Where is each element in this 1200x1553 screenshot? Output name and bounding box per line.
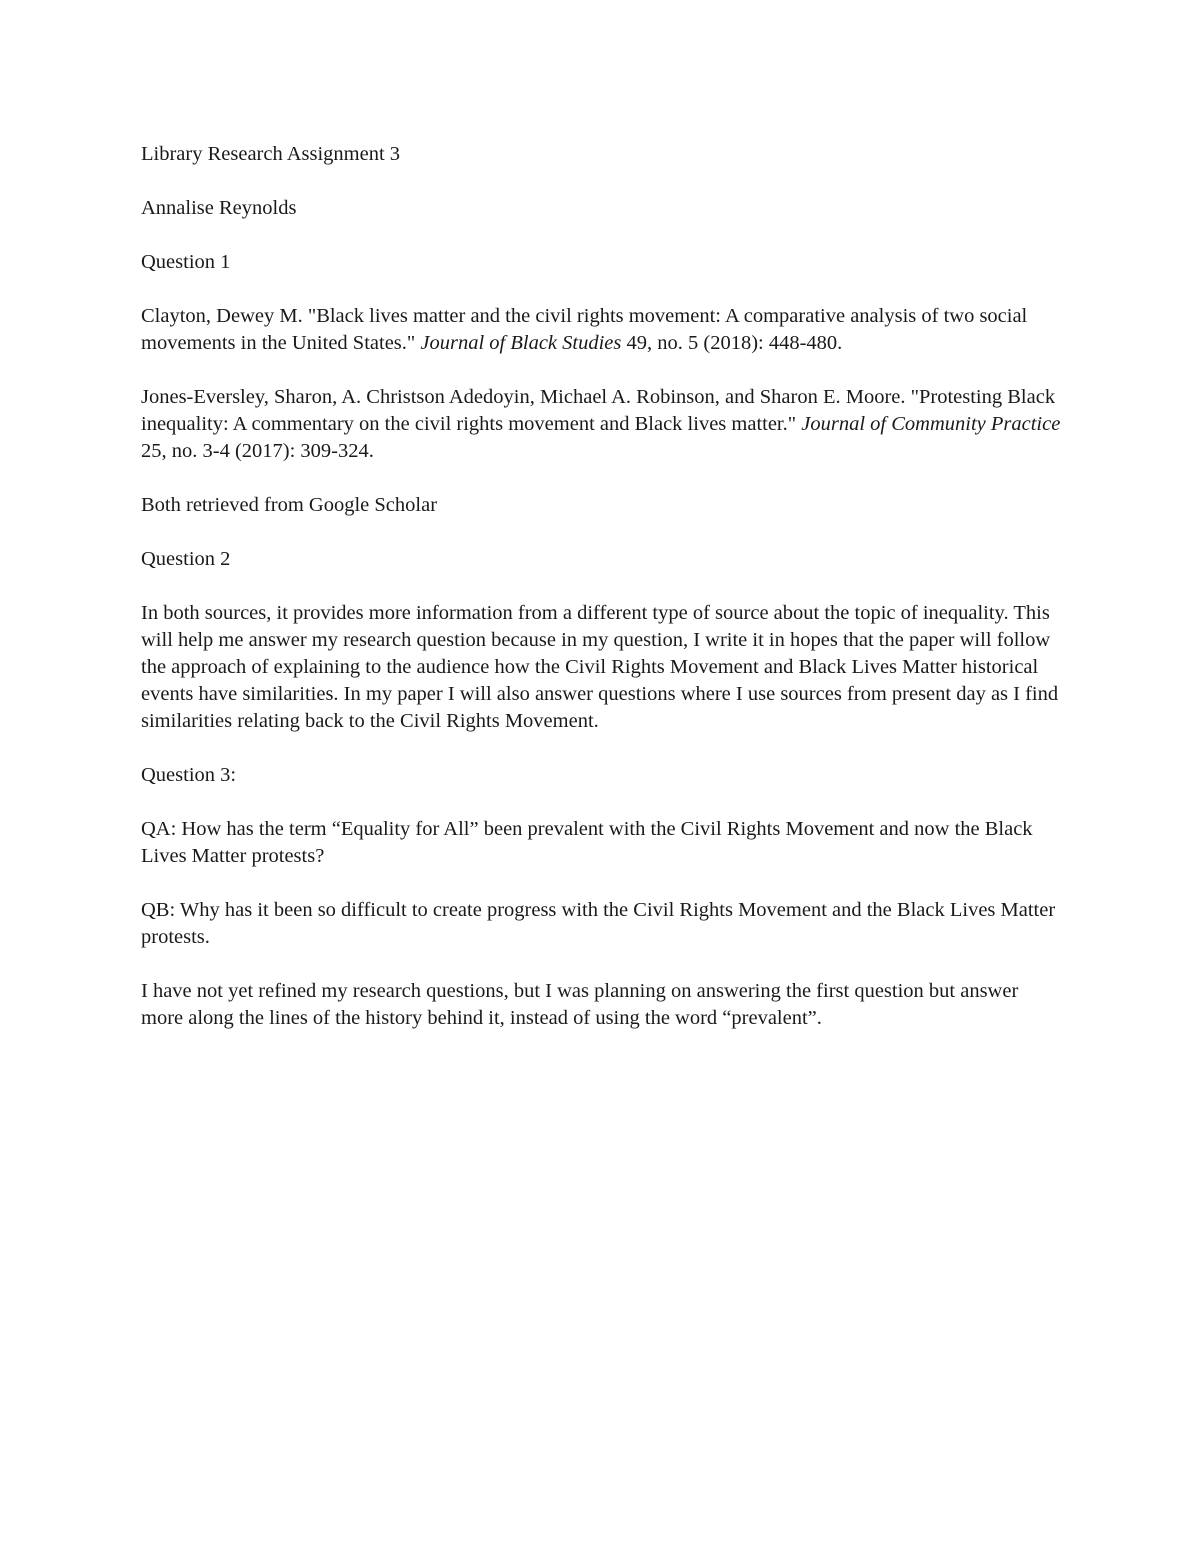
question-qa: QA: How has the term “Equality for All” been prevalent with the Civil Rights Movement and now the Black Lives Matter protests? [141,818,1033,867]
question-1-heading: Question 1 [141,251,231,273]
question-2-heading: Question 2 [141,548,231,570]
document-title: Library Research Assignment 3 [141,143,401,165]
source-note: Both retrieved from Google Scholar [141,494,438,516]
document-body [141,141,1061,1059]
author-name: Annalise Reynolds [141,197,297,219]
citation-jones-eversley [141,384,1061,465]
question-qb: QB: Why has it been so difficult to create progress with the Civil Rights Movement and the Black Lives Matter protests. [141,899,1056,948]
citation-details: 25, no. 3-4 (2017): 309-324. [141,440,374,462]
question-2-body: In both sources, it provides more information from a different type of source about the topic of inequality. This will help me answer my research question because in my question, I write it in hopes that the paper will follow the approach of explaining to the audience how the Civil Rights Movement and Black Lives Matter historical events have similarities. In my paper I will also answer questions where I use sources from present day as I find similarities relating back to the Civil Rights Movement. [141,602,1059,732]
citation-clayton [141,303,1061,357]
citation-text: Clayton, Dewey M. "Black lives matter and the civil rights movement: A comparative analysis of two social movements in the United States." [141,305,1028,354]
closing-paragraph: I have not yet refined my research questions, but I was planning on answering the first question but answer more along the lines of the history behind it, instead of using the word “prevalent”. [141,980,1019,1029]
citation-text: Jones-Eversley, Sharon, A. Christson Adedoyin, Michael A. Robinson, and Sharon E. Moore. "Protesting Black inequality: A commentary on the civil rights movement and Black lives matter." [141,386,1056,435]
journal-title: Journal of Black Studies [420,332,622,354]
citation-details: 49, no. 5 (2018): 448-480. [621,332,843,354]
question-3-heading: Question 3: [141,764,237,786]
journal-title: Journal of Community Practice [801,413,1061,435]
